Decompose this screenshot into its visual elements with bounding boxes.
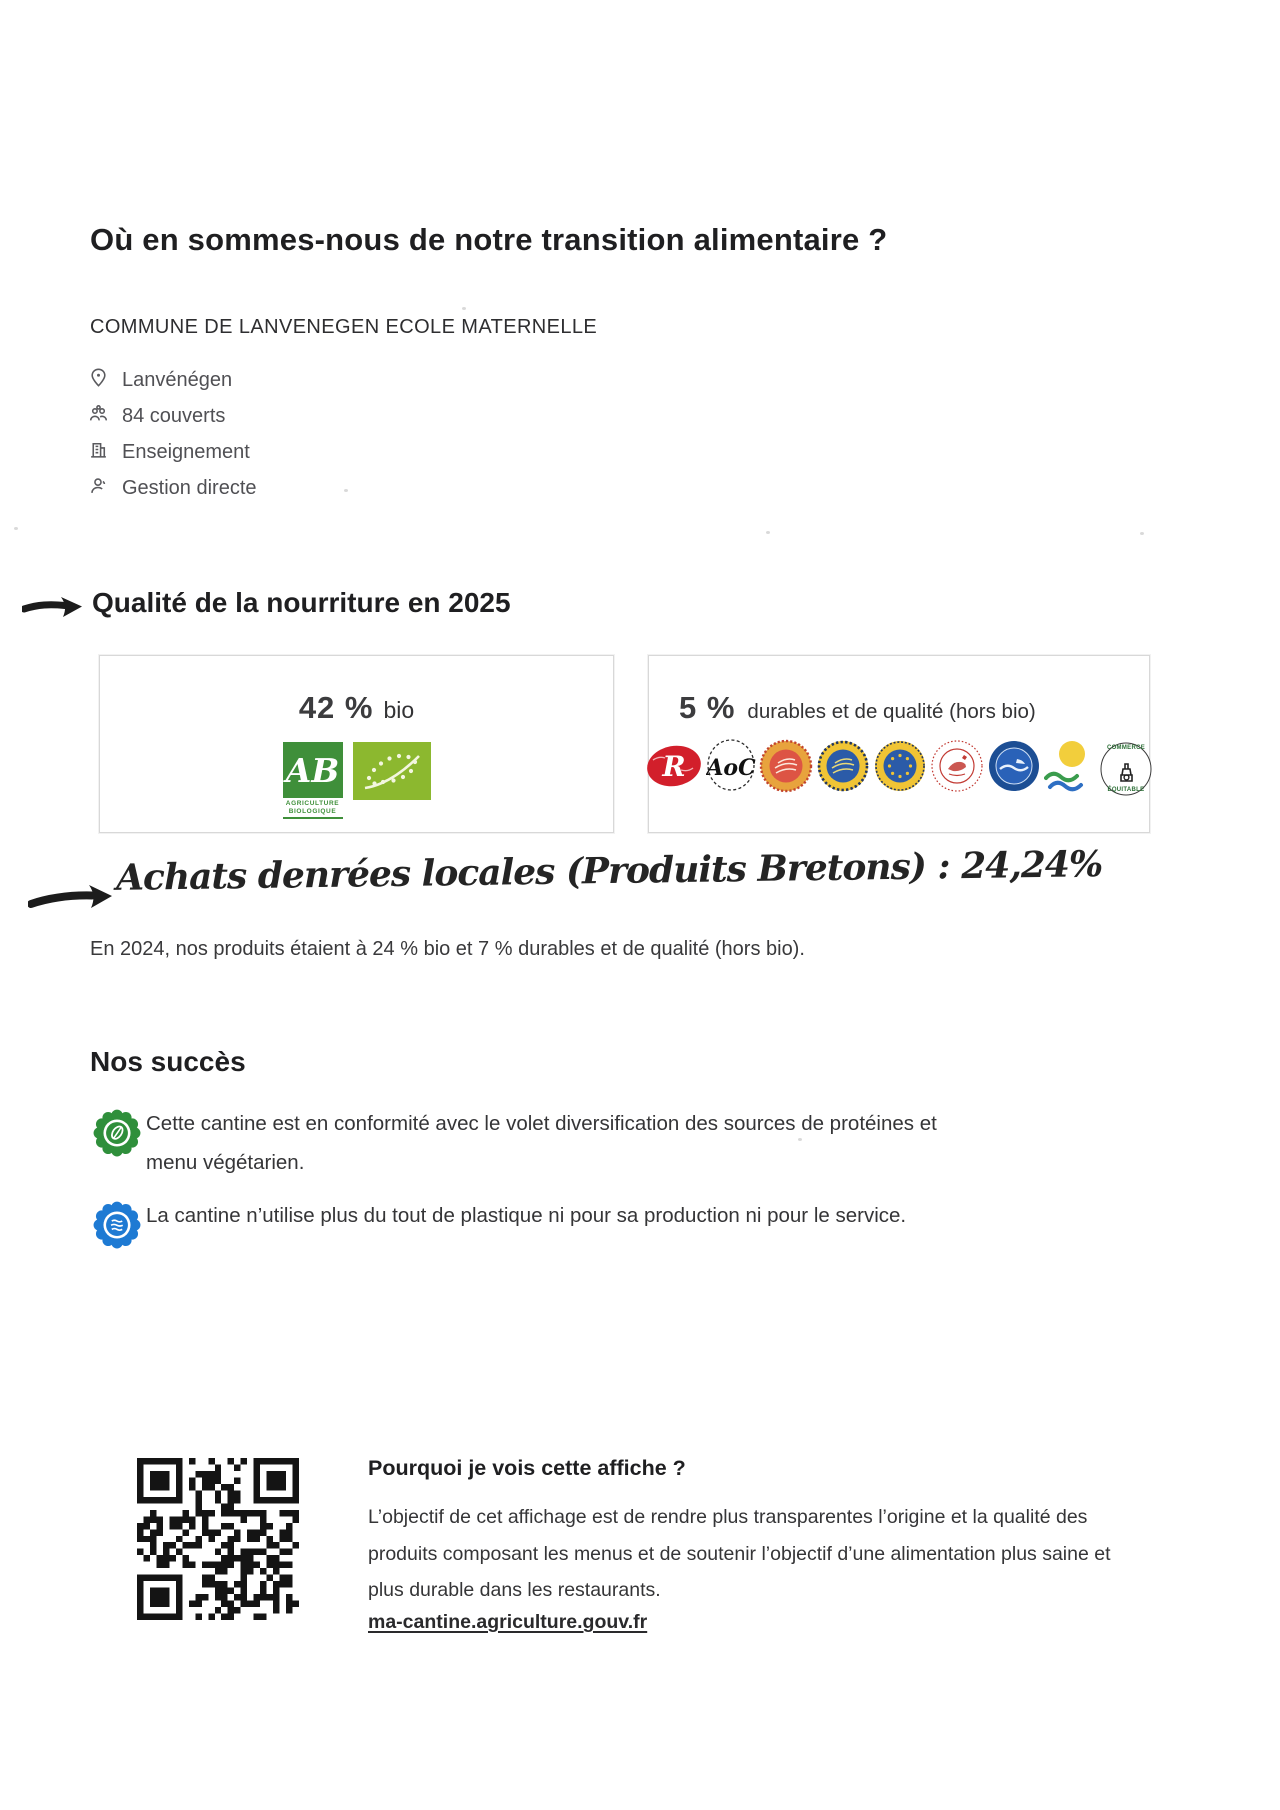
- ab-caption-line1: AGRICULTURE: [285, 800, 340, 807]
- scan-speck: [1140, 532, 1144, 535]
- successes-heading: Nos succès: [90, 1046, 246, 1077]
- detail-secteur: Enseignement: [122, 440, 250, 463]
- sun-waves-logo: [1044, 738, 1096, 799]
- durable-box: [648, 655, 1150, 833]
- aop-seal-logo: [759, 739, 813, 798]
- svg-text:AoC: AoC: [706, 755, 756, 781]
- label-rouge-logo: [645, 740, 703, 797]
- bio-percentage: 42 %: [298, 690, 374, 725]
- detail-row-gestion: [88, 470, 257, 506]
- commerce-equitable-logo: [1099, 741, 1153, 797]
- quality-seal-logo: [930, 739, 984, 798]
- footer-heading: Pourquoi je vois cette affiche ?: [368, 1456, 686, 1480]
- bio-box: [99, 655, 614, 833]
- person-icon: [88, 475, 109, 501]
- hand-drawn-arrow-icon-2: [28, 878, 116, 925]
- detail-couverts: 84 couverts: [122, 404, 226, 427]
- detail-row-secteur: [88, 434, 257, 470]
- detail-row-city: [88, 362, 257, 398]
- school-building-icon: [88, 439, 109, 465]
- page-title: Où en sommes-nous de notre transition alimentaire ?: [90, 222, 888, 257]
- quality-heading: Qualité de la nourriture en 2025: [92, 587, 511, 618]
- peche-durable-logo: [987, 739, 1041, 798]
- eu-organic-leaf-logo: [353, 742, 431, 805]
- establishment-details: [88, 362, 257, 506]
- bio-label: bio: [383, 697, 415, 723]
- blue-no-plastic-badge-icon: [92, 1200, 142, 1255]
- location-pin-icon: [88, 367, 109, 393]
- ab-logo-letters: AB: [283, 742, 343, 798]
- durable-label: durables et de qualité (hors bio): [747, 700, 1036, 723]
- scan-speck: [766, 531, 770, 534]
- success-item-1: Cette cantine est en conformité avec le volet diversification des sources de protéines et menu végétarien.: [146, 1112, 937, 1174]
- aoc-logo: [706, 738, 756, 799]
- igp-seal-logo: [816, 739, 870, 798]
- durable-percentage: 5 %: [679, 690, 736, 725]
- ma-cantine-link[interactable]: ma-cantine.agriculture.gouv.fr: [368, 1611, 648, 1633]
- ab-caption-line2: BIOLOGIQUE: [288, 808, 337, 815]
- scan-speck: [798, 1138, 802, 1141]
- previous-year-note: En 2024, nos produits étaient à 24 % bio et 7 % durables et de qualité (hors bio).: [90, 938, 805, 960]
- svg-text:R: R: [662, 750, 686, 783]
- footer-body: L’objectif de cet affichage est de rendre plus transparentes l’origine et la qualité des produits composant les menus et de soutenir l’objectif d’une alimentation plus saine et plus durable dans les restaurants.: [368, 1506, 1111, 1601]
- green-leaf-badge-icon: [92, 1108, 142, 1163]
- success-item-2: La cantine n’utilise plus du tout de plastique ni pour sa production ni pour le service.: [146, 1204, 907, 1227]
- hand-drawn-arrow-icon: [22, 592, 86, 627]
- detail-gestion: Gestion directe: [122, 476, 257, 499]
- qr-code: [137, 1458, 299, 1620]
- handwritten-local-purchases-note: Achats denrées locales (Produits Bretons) : 24,24%: [115, 843, 1103, 899]
- commerce-equitable-text-bottom: ÉQUITABLE: [1107, 786, 1145, 793]
- stg-seal-logo: [873, 739, 927, 798]
- people-icon: [88, 403, 109, 429]
- detail-row-couverts: [88, 398, 257, 434]
- scan-speck: [462, 307, 466, 310]
- scan-speck: [344, 489, 348, 492]
- detail-city: Lanvénégen: [122, 368, 233, 391]
- establishment-name: COMMUNE DE LANVENEGEN ECOLE MATERNELLE: [90, 316, 598, 338]
- scan-speck: [14, 527, 18, 530]
- commerce-equitable-text-top: COMMERCE: [1106, 744, 1146, 751]
- ab-agriculture-biologique-logo: [283, 742, 343, 819]
